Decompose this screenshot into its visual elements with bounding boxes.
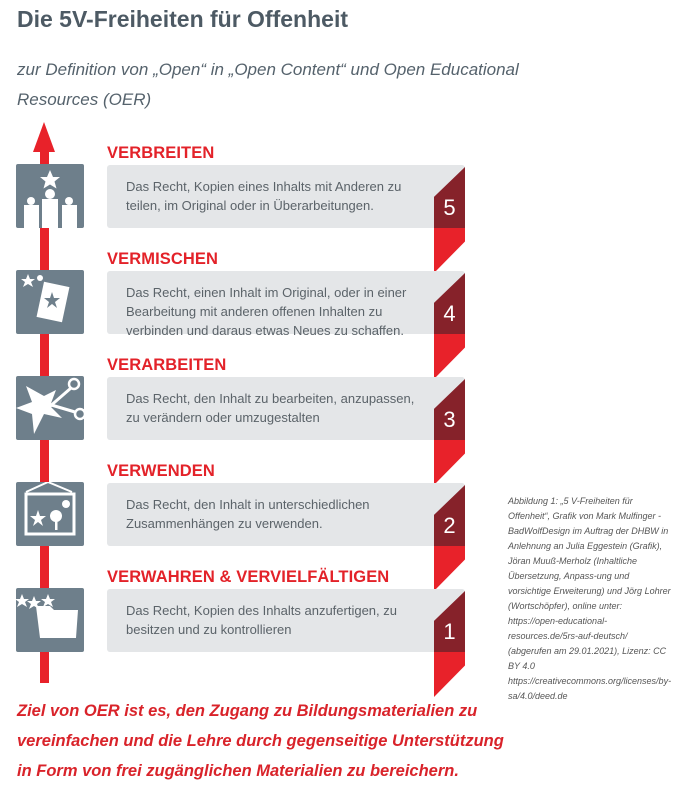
freedom-row-verwenden bbox=[0, 463, 480, 569]
goal-line-3: in Form von frei zugänglichen Materialien zu bereichern. bbox=[17, 762, 459, 780]
number-tab-fold bbox=[434, 652, 465, 697]
freedom-number: 1 bbox=[443, 619, 456, 644]
hanging-picture-icon bbox=[16, 482, 84, 546]
freedom-description: Das Recht, Kopien des Inhalts anzufertigen, zu besitzen und zu kontrollieren bbox=[126, 603, 397, 637]
goal-line-2: vereinfachen und die Lehre durch gegenseitige Unterstützung bbox=[17, 732, 504, 750]
freedom-number: 3 bbox=[443, 407, 456, 432]
freedom-heading: VERWENDEN bbox=[107, 462, 215, 480]
freedom-description: Das Recht, einen Inhalt im Original, oder in einer Bearbeitung mit anderen offenen Inhalten zu verbinden und daraus etwas Neues zu schaffen. bbox=[126, 285, 407, 338]
freedom-row-verarbeiten bbox=[0, 357, 480, 463]
freedom-row-verwahren bbox=[0, 569, 480, 675]
freedom-heading: VERWAHREN & VERVIELFÄLTIGEN bbox=[107, 568, 390, 586]
freedom-description: Das Recht, Kopien eines Inhalts mit Anderen zu teilen, im Original oder in Überarbeitungen. bbox=[126, 179, 402, 213]
people-star-icon bbox=[16, 164, 84, 228]
freedom-description: Das Recht, den Inhalt in unterschiedlichen Zusammenhängen zu verwenden. bbox=[126, 497, 370, 531]
freedom-row-verbreiten bbox=[0, 145, 480, 251]
freedom-heading: VERMISCHEN bbox=[107, 250, 219, 268]
freedom-number: 2 bbox=[443, 513, 456, 538]
goal-line-1: Ziel von OER ist es, den Zugang zu Bildungsmaterialien zu bbox=[17, 702, 478, 720]
star-scissors-icon bbox=[16, 376, 84, 440]
subtitle-line-1: zur Definition von „Open“ in „Open Content“ und Open Educational bbox=[17, 60, 519, 79]
freedom-box bbox=[107, 483, 465, 546]
freedom-row-vermischen bbox=[0, 251, 480, 357]
freedom-heading: VERBREITEN bbox=[107, 144, 215, 162]
freedom-number: 4 bbox=[443, 301, 456, 326]
freedom-box bbox=[107, 165, 465, 228]
freedom-description: Das Recht, den Inhalt zu bearbeiten, anzupassen, zu verändern oder umzugestalten bbox=[126, 391, 415, 425]
freedom-box bbox=[107, 589, 465, 652]
folder-stars-icon bbox=[16, 588, 84, 652]
freedom-heading: VERARBEITEN bbox=[107, 356, 227, 374]
figure-caption: Abbildung 1: „5 V-Freiheiten für Offenheit“, Grafik von Mark Mulfinger - BadWolfDesign im Auftrag der DHBW in Anlehnung an Julia Eggestein (Grafik), Jöran Muuß-Merholz (Inhaltliche Übersetzung, Anpass-ung und vorsichtige Erweiterung) und Jörg Lohrer (Wortschöpfer), online unter: https://open-educational-resources.de/5rs-auf-deutsch/ (abgerufen am 29.01.2021), Lizenz: CC BY 4.0 https://creativecommons.org/licenses/by-sa/4.0/deed.de bbox=[508, 496, 672, 701]
freedom-box bbox=[107, 271, 465, 338]
mixing-cards-icon bbox=[16, 270, 84, 334]
freedom-box bbox=[107, 377, 465, 440]
page-title: Die 5V-Freiheiten für Offenheit bbox=[17, 6, 348, 32]
freedom-number: 5 bbox=[443, 195, 456, 220]
subtitle-line-2: Resources (OER) bbox=[17, 90, 152, 109]
